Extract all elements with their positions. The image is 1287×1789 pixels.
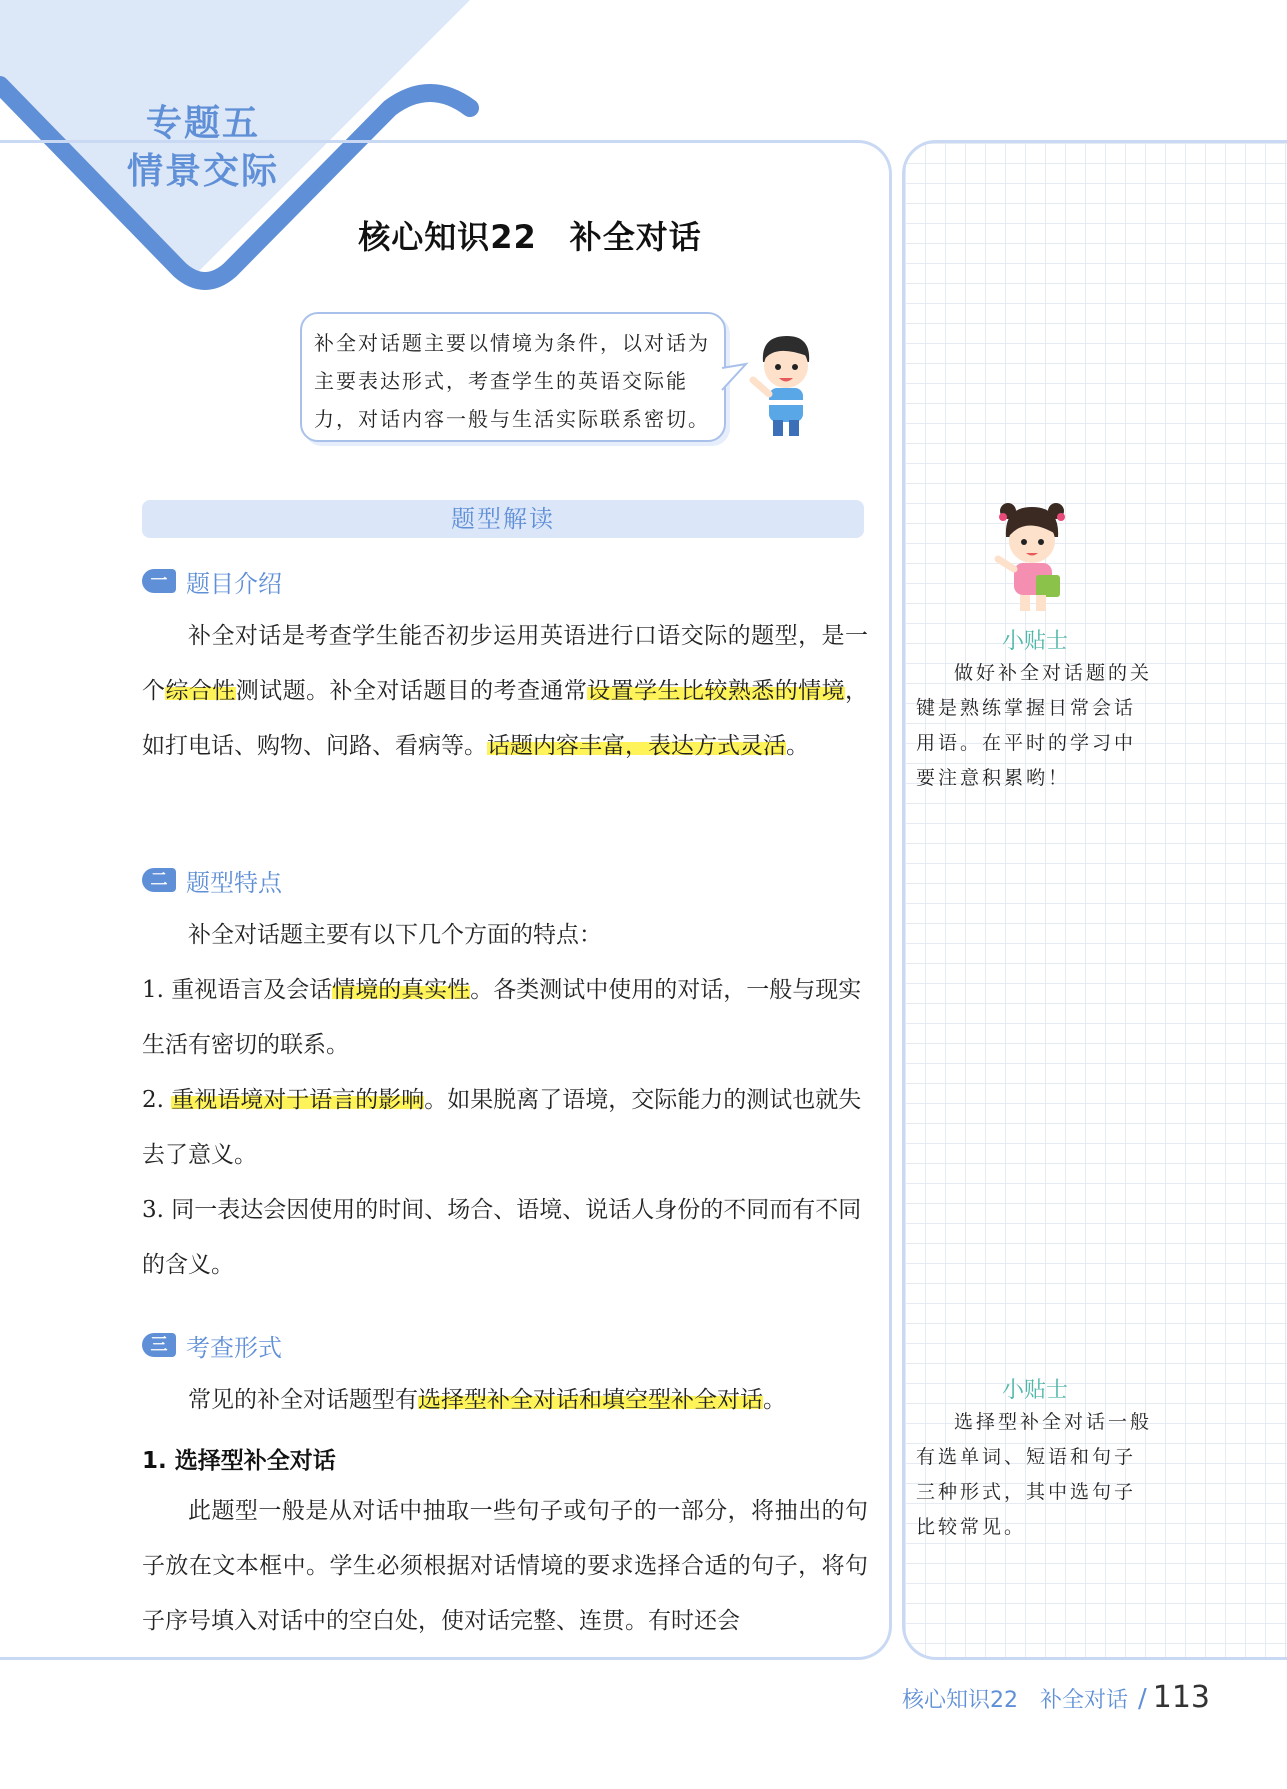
text-run: 。 — [786, 733, 809, 759]
page-number: 113 — [1152, 1680, 1210, 1715]
section-label: 题型特点 — [186, 868, 282, 897]
list-item — [142, 1183, 868, 1293]
highlight: 设置学生比较熟悉的情境 — [587, 678, 846, 704]
section-1-paragraph — [142, 609, 868, 774]
section-3-body: 此题型一般是从对话中抽取一些句子或句子的一部分，将抽出的句子放在文本框中。学生必须根据对话情境的要求选择合适的句子，将句子序号填入对话中的空白处，使对话完整、连贯。有时还会 — [142, 1498, 868, 1634]
sub-heading: 1. 选择型补全对话 — [142, 1448, 336, 1474]
text-run: 常见的补全对话题型有 — [188, 1387, 418, 1413]
page-title: 核心知识22 补全对话 — [358, 218, 702, 256]
highlight: 话题内容丰富，表达方式灵活 — [487, 733, 786, 759]
section-badge: 一 — [142, 569, 176, 593]
section-badge: 三 — [142, 1333, 176, 1357]
tip-text: 做好补全对话题的关键是熟练掌握日常会话用语。在平时的学习中要注意积累哟！ — [916, 662, 1153, 789]
text-run: 同一表达会因使用的时间、场合、语境、说话人身份的不同而有不同的含义。 — [142, 1197, 862, 1278]
list-number: 3. — [142, 1197, 164, 1223]
text-run: 。 — [763, 1387, 786, 1413]
text-run: 。如果脱离了语境，交际能力的测试也就失去了意义。 — [142, 1087, 862, 1168]
footer-label: 核心知识22 补全对话 — [901, 1688, 1128, 1713]
tip-text: 选择型补全对话一般有选单词、短语和句子三种形式，其中选句子比较常见。 — [916, 1411, 1153, 1538]
topic-line-1: 专题五 — [145, 103, 260, 144]
highlight: 综合性 — [165, 678, 236, 704]
intro-text: 补全对话题主要以情境为条件，以对话为主要表达形式，考查学生的英语交际能力，对话内容一般与生活实际联系密切。 — [314, 331, 710, 431]
list-number: 1. — [142, 977, 164, 1003]
highlight: 选择型补全对话和填空型补全对话 — [418, 1387, 763, 1413]
section-heading-1 — [142, 566, 282, 596]
footer-separator: / — [1137, 1684, 1147, 1714]
section-3-lead — [142, 1373, 868, 1428]
page-footer — [880, 1680, 1210, 1715]
topic-line-2: 情景交际 — [126, 151, 279, 192]
section-banner: 题型解读 — [142, 500, 864, 538]
text-run: 测试题。补全对话题目的考查通常 — [235, 678, 588, 704]
section-label: 题目介绍 — [186, 569, 282, 598]
section-heading-3 — [142, 1330, 282, 1360]
intro-speech-bubble — [300, 312, 726, 442]
list-item — [142, 963, 868, 1073]
tip-title: 小贴士 — [1001, 629, 1068, 654]
section-label: 考查形式 — [186, 1333, 282, 1362]
section-badge: 二 — [142, 868, 176, 892]
text-run: 重视语言及会话 — [171, 977, 333, 1003]
girl-illustration — [990, 497, 1080, 617]
boy-illustration — [745, 330, 825, 440]
list-item — [142, 1073, 868, 1183]
section-heading-2 — [142, 865, 282, 895]
text-run: ，如打电话、购物、问路、看病等。 — [142, 678, 869, 759]
highlight: 重视语境对于语言的影响 — [171, 1087, 425, 1113]
text-run: 。各类测试中使用的对话，一般与现实生活有密切的联系。 — [142, 977, 862, 1058]
text-run: 补全对话是考查学生能否初步运用英语进行口语交际的题型，是一个 — [142, 623, 868, 704]
highlight: 情境的真实性 — [332, 977, 471, 1003]
section-2-lead: 补全对话题主要有以下几个方面的特点： — [188, 922, 602, 948]
list-number: 2. — [142, 1087, 164, 1113]
topic-label — [118, 100, 288, 196]
tip-title: 小贴士 — [1001, 1378, 1068, 1403]
